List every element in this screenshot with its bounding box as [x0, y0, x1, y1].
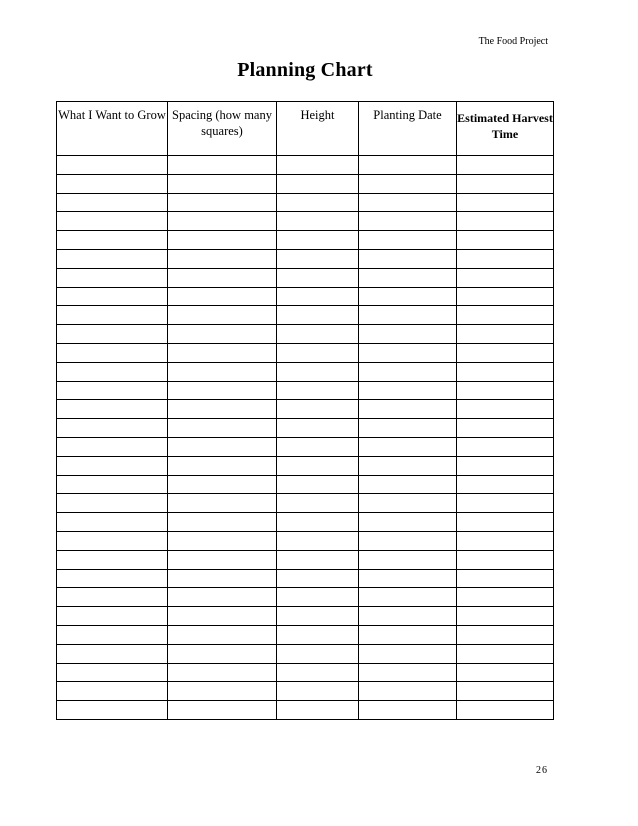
table-cell[interactable]: [359, 306, 457, 325]
table-cell[interactable]: [277, 513, 359, 532]
table-cell[interactable]: [277, 437, 359, 456]
table-row: [57, 419, 554, 438]
table-cell[interactable]: [457, 531, 554, 550]
table-cell[interactable]: [57, 475, 168, 494]
table-cell[interactable]: [168, 231, 277, 250]
table-row: [57, 437, 554, 456]
table-cell[interactable]: [359, 193, 457, 212]
table-cell[interactable]: [457, 419, 554, 438]
table-cell[interactable]: [168, 663, 277, 682]
table-row: [57, 381, 554, 400]
table-cell[interactable]: [57, 381, 168, 400]
table-cell[interactable]: [57, 287, 168, 306]
table-cell[interactable]: [168, 249, 277, 268]
table-row: [57, 663, 554, 682]
table-row: [57, 287, 554, 306]
table-row: [57, 343, 554, 362]
table-cell[interactable]: [57, 156, 168, 175]
table-cell[interactable]: [457, 249, 554, 268]
table-cell[interactable]: [457, 362, 554, 381]
table-row: [57, 268, 554, 287]
table-cell[interactable]: [277, 625, 359, 644]
table-cell[interactable]: [359, 437, 457, 456]
table-cell[interactable]: [359, 531, 457, 550]
table-cell[interactable]: [457, 644, 554, 663]
table-cell[interactable]: [457, 212, 554, 231]
table-cell[interactable]: [457, 343, 554, 362]
table-cell[interactable]: [277, 494, 359, 513]
table-cell[interactable]: [168, 475, 277, 494]
table-row: [57, 569, 554, 588]
table-cell[interactable]: [168, 456, 277, 475]
table-cell[interactable]: [457, 701, 554, 720]
table-cell[interactable]: [57, 249, 168, 268]
table-cell[interactable]: [359, 156, 457, 175]
table-cell[interactable]: [168, 156, 277, 175]
table-cell[interactable]: [277, 607, 359, 626]
table-row: [57, 531, 554, 550]
table-cell[interactable]: [168, 268, 277, 287]
table-cell[interactable]: [168, 287, 277, 306]
table-cell[interactable]: [168, 625, 277, 644]
table-row: [57, 231, 554, 250]
table-cell[interactable]: [457, 607, 554, 626]
table-cell[interactable]: [457, 569, 554, 588]
table-cell[interactable]: [457, 475, 554, 494]
table-row: [57, 701, 554, 720]
table-cell[interactable]: [359, 625, 457, 644]
table-cell[interactable]: [57, 437, 168, 456]
table-cell[interactable]: [168, 306, 277, 325]
table-cell[interactable]: [457, 287, 554, 306]
table-row: [57, 193, 554, 212]
table-cell[interactable]: [57, 193, 168, 212]
table-cell[interactable]: [277, 193, 359, 212]
table-row: [57, 644, 554, 663]
column-header-spacing: Spacing (how many squares): [168, 102, 277, 156]
table-cell[interactable]: [277, 343, 359, 362]
table-cell[interactable]: [57, 400, 168, 419]
column-header-height: Height: [277, 102, 359, 156]
table-cell[interactable]: [277, 381, 359, 400]
table-cell[interactable]: [168, 644, 277, 663]
table-cell[interactable]: [57, 343, 168, 362]
table-cell[interactable]: [277, 569, 359, 588]
table-cell[interactable]: [57, 644, 168, 663]
table-row: [57, 475, 554, 494]
table-cell[interactable]: [57, 456, 168, 475]
planning-table: [56, 101, 554, 720]
table-cell[interactable]: [168, 494, 277, 513]
table-cell[interactable]: [57, 513, 168, 532]
table-cell[interactable]: [277, 644, 359, 663]
table-cell[interactable]: [168, 513, 277, 532]
table-cell[interactable]: [57, 607, 168, 626]
table-cell[interactable]: [457, 381, 554, 400]
table-cell[interactable]: [168, 550, 277, 569]
table-cell[interactable]: [457, 625, 554, 644]
table-cell[interactable]: [168, 682, 277, 701]
table-cell[interactable]: [277, 588, 359, 607]
table-cell[interactable]: [359, 663, 457, 682]
table-cell[interactable]: [277, 475, 359, 494]
table-cell[interactable]: [168, 607, 277, 626]
table-cell[interactable]: [359, 287, 457, 306]
table-cell[interactable]: [457, 494, 554, 513]
table-cell[interactable]: [359, 231, 457, 250]
table-row: [57, 156, 554, 175]
table-cell[interactable]: [57, 231, 168, 250]
table-cell[interactable]: [57, 362, 168, 381]
table-cell[interactable]: [168, 174, 277, 193]
column-header-what-to-grow: What I Want to Grow: [57, 102, 168, 156]
table-cell[interactable]: [277, 325, 359, 344]
table-cell[interactable]: [277, 701, 359, 720]
table-cell[interactable]: [168, 419, 277, 438]
table-cell[interactable]: [57, 494, 168, 513]
table-cell[interactable]: [277, 287, 359, 306]
table-cell[interactable]: [457, 513, 554, 532]
table-cell[interactable]: [57, 174, 168, 193]
table-cell[interactable]: [359, 569, 457, 588]
table-cell[interactable]: [57, 625, 168, 644]
table-cell[interactable]: [168, 588, 277, 607]
table-cell[interactable]: [277, 531, 359, 550]
table-row: [57, 513, 554, 532]
table-cell[interactable]: [457, 231, 554, 250]
table-cell[interactable]: [57, 550, 168, 569]
table-cell[interactable]: [277, 306, 359, 325]
table-cell[interactable]: [359, 174, 457, 193]
table-cell[interactable]: [168, 701, 277, 720]
table-cell[interactable]: [359, 268, 457, 287]
table-cell[interactable]: [277, 174, 359, 193]
table-cell[interactable]: [168, 531, 277, 550]
table-cell[interactable]: [168, 400, 277, 419]
table-cell[interactable]: [457, 550, 554, 569]
table-cell[interactable]: [457, 174, 554, 193]
table-cell[interactable]: [168, 362, 277, 381]
table-cell[interactable]: [359, 550, 457, 569]
table-cell[interactable]: [277, 212, 359, 231]
table-cell[interactable]: [359, 682, 457, 701]
header-project-name: The Food Project: [478, 36, 548, 47]
table-cell[interactable]: [457, 456, 554, 475]
table-row: [57, 625, 554, 644]
table-cell[interactable]: [457, 663, 554, 682]
column-header-harvest-time: Estimated Harvest Time: [457, 102, 554, 156]
table-cell[interactable]: [168, 569, 277, 588]
table-cell[interactable]: [457, 156, 554, 175]
table-cell[interactable]: [359, 456, 457, 475]
table-cell[interactable]: [277, 682, 359, 701]
table-cell[interactable]: [359, 343, 457, 362]
table-cell[interactable]: [57, 588, 168, 607]
table-cell[interactable]: [168, 437, 277, 456]
table-row: [57, 607, 554, 626]
table-cell[interactable]: [359, 588, 457, 607]
table-cell[interactable]: [359, 381, 457, 400]
table-row: [57, 494, 554, 513]
page-number: 26: [536, 765, 548, 776]
table-cell[interactable]: [168, 381, 277, 400]
table-cell[interactable]: [359, 607, 457, 626]
table-row: [57, 212, 554, 231]
table-cell[interactable]: [57, 306, 168, 325]
table-cell[interactable]: [457, 588, 554, 607]
table-cell[interactable]: [57, 531, 168, 550]
table-row: [57, 682, 554, 701]
table-cell[interactable]: [168, 325, 277, 344]
table-cell[interactable]: [359, 475, 457, 494]
table-cell[interactable]: [359, 513, 457, 532]
table-cell[interactable]: [57, 268, 168, 287]
table-cell[interactable]: [168, 343, 277, 362]
table-cell[interactable]: [359, 701, 457, 720]
table-cell[interactable]: [277, 156, 359, 175]
table-cell[interactable]: [457, 306, 554, 325]
table-row: [57, 400, 554, 419]
table-cell[interactable]: [359, 419, 457, 438]
table-cell[interactable]: [57, 419, 168, 438]
table-cell[interactable]: [359, 325, 457, 344]
table-cell[interactable]: [277, 550, 359, 569]
table-row: [57, 325, 554, 344]
table-cell[interactable]: [359, 212, 457, 231]
table-cell[interactable]: [457, 437, 554, 456]
table-cell[interactable]: [277, 400, 359, 419]
table-cell[interactable]: [359, 249, 457, 268]
table-cell[interactable]: [277, 663, 359, 682]
table-cell[interactable]: [457, 682, 554, 701]
table-cell[interactable]: [277, 231, 359, 250]
table-cell[interactable]: [277, 456, 359, 475]
table-row: [57, 456, 554, 475]
table-cell[interactable]: [168, 212, 277, 231]
table-cell[interactable]: [57, 212, 168, 231]
table-cell[interactable]: [277, 249, 359, 268]
table-row: [57, 588, 554, 607]
table-body: [57, 156, 554, 720]
table-cell[interactable]: [57, 701, 168, 720]
table-cell[interactable]: [457, 400, 554, 419]
table-cell[interactable]: [359, 494, 457, 513]
table-cell[interactable]: [57, 325, 168, 344]
table-cell[interactable]: [277, 419, 359, 438]
column-header-planting-date: Planting Date: [359, 102, 457, 156]
table-header-row: [57, 102, 554, 156]
table-cell[interactable]: [457, 325, 554, 344]
table-cell[interactable]: [359, 362, 457, 381]
table-cell[interactable]: [457, 268, 554, 287]
table-cell[interactable]: [57, 569, 168, 588]
table-cell[interactable]: [277, 268, 359, 287]
table-cell[interactable]: [359, 644, 457, 663]
table-row: [57, 550, 554, 569]
table-cell[interactable]: [57, 663, 168, 682]
table-cell[interactable]: [277, 362, 359, 381]
table-row: [57, 249, 554, 268]
page-title: Planning Chart: [237, 59, 373, 81]
table-row: [57, 362, 554, 381]
table-cell[interactable]: [457, 193, 554, 212]
table-cell[interactable]: [57, 682, 168, 701]
table-cell[interactable]: [359, 400, 457, 419]
table-row: [57, 174, 554, 193]
table-cell[interactable]: [168, 193, 277, 212]
table-row: [57, 306, 554, 325]
